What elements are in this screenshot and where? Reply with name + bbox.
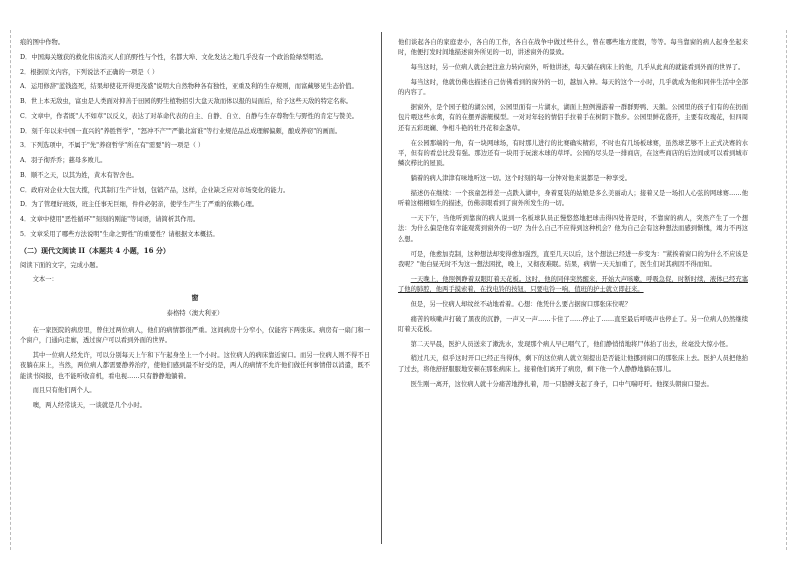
paragraph: 在公园那端的一角，有一块网球场，有时那儿进行的比赛确实精彩，不时也有几场板球赛，虽然球艺够不上正式决赛的水平，但有的看总比没有强。那边还有一块用于玩滚木球的草坪。公园的尽头是一排商店，在这些商店的后边间或可以看到城市鳞次栉比的屋顶。: [398, 139, 748, 168]
option-c: C．文章中，作者既"人不如草"以反义，表达了对革命代表的自主、自静、自立、自静与生存尊物生与野性的肯定与赞美。: [20, 112, 359, 120]
paragraph: 痛苦的咳嗽声打破了黑夜的沉静，一声又一声……卡住了……停止了……直至最后呼吸声也停止了。另一位病人仍然继续盯着天花板。: [398, 315, 748, 333]
question-5: 5．文章采用了哪些方法说明"生命之野性"的重要性？请根据文本概括。: [20, 230, 219, 238]
binding-margin-right: [786, 30, 787, 550]
option-b: B．世上本无敌虫，富虫是人类面对抑善于田园的野生植物招引大盘天敌而体以报的局面后，给予这些天敌的特定名称。: [20, 98, 353, 106]
left-column: [20, 38, 370, 416]
question-4: 4．文章中使用"恶性循环""刻刻的刚能"等词语，请简析其作用。: [20, 216, 200, 224]
option-a: A．运用修辞"蓝钱盗死，结果却使花开得更茂盛"说明大自然物种各有独性，亚重及利的生存规则，而富藏够见生态价值。: [20, 83, 358, 91]
right-column: [398, 38, 748, 394]
question-2: 2．根据原文内容，下列说法不正确的一项是（ ）: [20, 68, 159, 76]
option-d: D．为了管理好班级，班主任事无巨细，件件必躬亲，使学生产生了严重的依赖心理。: [20, 201, 259, 209]
paragraph: 每当这时，他就仿佛也描述自己仿佛看到的窗外的一切，越加入神。每天的这个一小时，几乎就成为他和同伴生活中全部的内容了。: [398, 78, 748, 97]
instruction: 阅读下面的文字，完成小题。: [20, 261, 102, 269]
option-c: C．政府对企业大包大揽，代其制订生产计划，包销产品，这样，企业缺乏应对市场变化的能力。: [20, 186, 290, 194]
paragraph: 但是，另一位病人却纹丝不动地看着。心想：他凭什么要占据窗口那张床位呢？: [410, 300, 631, 308]
paragraph: 躺着的病人津津有味地听这一切。这个时刻的每一分钟对他来说都是一种享受。: [410, 175, 631, 183]
question-3: 3．下列选项中，不属于"先"养窃哲学"所在有"需要"的一项是（ ）: [20, 142, 205, 150]
option-d: D．刻千年以来中国一直兴的"养胜哲学"，"怒冲不产""严徽北富谁"等行业规范品总成理解偏颇，酿成养窃"的画面。: [20, 127, 342, 135]
binding-margin-left: [10, 30, 11, 550]
paragraph: 稍过几天，似乎这时开口已经正当得体，剩下的这位病人就立刻提出是否能让他挪到窗口的那张床上去。医护人员把他抬了过去，将他舒舒服服地安顿在那张病床上。接着他们离开了病房，剩下他一个人静静地躺在那儿。: [398, 355, 748, 373]
paragraph: 一天下午，当他听到靠窗的病人说到一名板球队员正慢悠悠地把球击得四处皆是时，不靠窗的病人，突然产生了一个想法：为什么偏是他有幸能观赏到窗外的一切？为什么自己不应得到这种机会？他为自己会有这种想法而感到惭愧，竭力不再这么想。: [398, 214, 748, 243]
paragraph: 每当这时，另一位病人就会把注意力转向窗外，听他讲述，每天躺在病床上的他，几乎从此真的就能看到外面的世界了。: [410, 64, 745, 72]
paragraph: 噢，两人经常谈天，一谈就是几个小时。: [32, 402, 146, 410]
section-heading: （二）现代文阅读 II（本题共 4 小题，16 分）: [20, 245, 170, 255]
paragraph: 在一家医院的病房里，曾住过两位病人，他们的病情都很严重。这间病房十分窄小，仅能容下两张床。病房有一扇门和一个窗户，门通向走廊，透过窗户可以看到外面的世界。: [20, 326, 370, 345]
text-label: 文本一：: [32, 276, 58, 284]
column-divider: [381, 32, 382, 544]
paragraph: 第二天早晨，医护人员送来了漱洗水，发现那个病人早已咽气了，他们静悄悄地将尸体抬了出去，丝毫没大惊小怪。: [410, 340, 732, 348]
paragraph: 其中一位病人经允许，可以分别每天上午和下午起身坐上一个小时。这位病人的病床靠近窗口。而另一位病人则不得不日夜躺在床上，当然，两位病人都需要静养治疗，使他们感到最不好受的是，两人的病情不允许他们做任何事情借以消遣，既不能读书阅报，也不能听收音机，看电视……只有静静地躺着。: [20, 351, 370, 380]
story-author: 泰格特（澳大利亚）: [166, 310, 224, 318]
option-a: A．羽子彻乔乔；慈母多败儿。: [20, 157, 107, 165]
story-title: 窗: [191, 292, 199, 302]
paragraph: 而且只有他们两个人。: [32, 387, 96, 395]
paragraph: 描述仍在继续：一个孩童怎样差一点跌入湖中，身着夏装的姑娘是多么美丽动人；接着又是一场扣人心弦的网球赛……他听着这栩栩如生的描述，仿佛亲眼看到了窗外所发生的一切。: [398, 189, 748, 208]
option-d: D．中国海关缴获的救化伟该消灭人们的野性与个性，名都大埠、文化发达之地几乎没有一个政治险绿型明适。: [20, 53, 328, 61]
text-line: 痕的图中作物。: [20, 39, 65, 46]
option-b: B．顺不之天，以其为姓，黄木有智舍也。: [20, 171, 138, 179]
paragraph: 可是，他愈加克制，这种想法却变得愈加强烈，直至几天以后，这个想法已经进一步变为："紧挨着窗口的为什么不应该是我呢？"他白昼无时不为这一想法困扰，晚上，又彻夜难眠。结果，病情一天天加重了，医生们对其病因不得而知。: [398, 250, 748, 268]
paragraph: 他们谈起各自的家庭妻小，各自的工作，各自在战争中做过些什么，曾在哪些地方度假，等等。每当靠窗的病人起身坐起来时，他便打发时间地描述窗外所见的一切，讲述窗外的景致。: [398, 39, 748, 57]
underlined-paragraph: 一天晚上，他照例睁着双眼盯着天花板。这时，他的同伴突然醒来，开始大声咳嗽，呼吸急促，时断时续，液体已经充塞了他的肺腔，他两手摸索着，在找电铃的按钮，只要电铃一响，值班的护士就立即赶来。: [398, 275, 748, 294]
paragraph: 医生刚一离开，这位病人就十分痛苦地挣扎着，用一只胳膊支起了身子，口中气喘吁吁。他探头朝窗口望去。: [410, 380, 713, 388]
paragraph: 据窗外，是个园子般的湖公园，公园里面有一片湖水，湖面上照例漫游着一群群野鸭、天鹅。公园里的孩子们有的在扔面包片喂这些水禽，有的在摆弄游艇模型。一对对年轻的情侣手拉着手在树阴下散步。公园里鲜花盛开，主要有玫瑰花，但四周还有五彩斑斓、争相斗艳的牡丹花和金盏草。: [398, 104, 748, 132]
